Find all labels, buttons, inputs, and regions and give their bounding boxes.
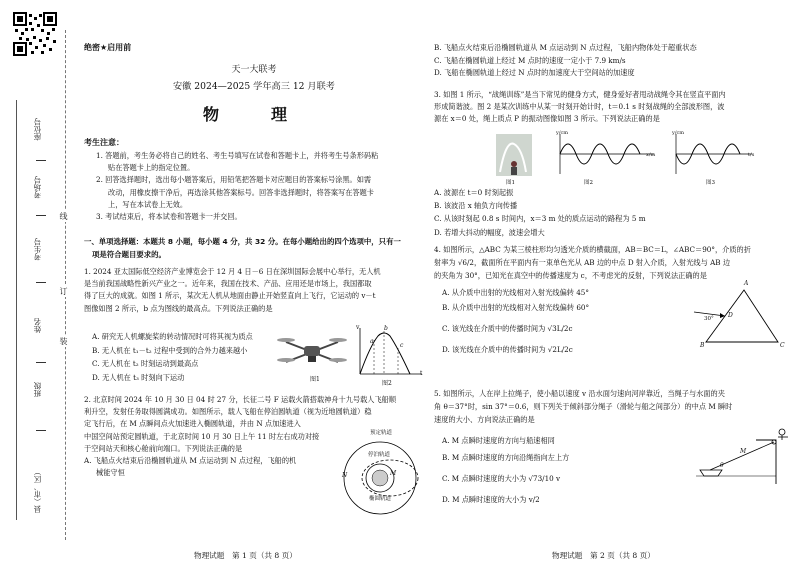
q2-options-cont [434, 42, 796, 80]
q1-option-a: A. 研究无人机螺旋桨的转动情况时可将其视为质点 [92, 332, 253, 341]
q2-option-d: D. 飞船在椭圆轨道上经过 N 点时的加速度大于空间站的加速度 [434, 68, 635, 78]
q3-option-b: B. 该波沿 x 轴负方向传播 [434, 201, 518, 211]
q2-line: 定飞行后，在 M 点瞬间点火加速进入椭圆轨道，并由 N 点加速进入 [84, 419, 301, 429]
q3-x-unit: x/m [646, 152, 656, 158]
q1-point-c: c [400, 342, 404, 349]
notice-title: 考生注意： [84, 138, 124, 147]
prism-point-a: A [744, 280, 749, 287]
boat-point-m: M [740, 448, 747, 455]
q1-option-d: D. 无人机在 t₃ 时刻向下运动 [92, 372, 185, 382]
seal-ding: 订 [59, 287, 68, 295]
prism-angle: 30° [704, 316, 714, 322]
q3-y-unit-2: y/cm [672, 130, 685, 136]
qr-code [13, 12, 57, 56]
q2-line: 利升空，发射任务取得圆满成功。如图所示，载人飞船在停泊圆轨道（视为近地圆轨道）稳 [84, 407, 372, 417]
section-line: 项是符合题目要求的。 [92, 249, 166, 259]
q1-fig1-label: 图1 [310, 376, 320, 383]
q3-option-a: A. 波源在 t＝0 时刻起振 [434, 188, 514, 197]
candidate-fill-line [36, 282, 46, 283]
q1-line: 1. 2024 亚太国际低空经济产业博览会于 12 月 4 日－6 日在深圳国际会展中心举行，无人机 [84, 267, 381, 276]
q3-fig3-label: 图3 [706, 180, 715, 186]
q1-fig2-label: 图2 [382, 380, 392, 387]
q1-options [92, 330, 282, 384]
q4-line: 射率为 √6/2，截面所在平面内有一束单色光从 AB 边的中点 D 射入介质，入射光线与 AB 边 [434, 258, 731, 268]
section-heading [84, 236, 424, 261]
q5-line: 5. 如图所示，人在岸上拉绳子，使小船以速度 v 沿水面匀速向河岸靠近，当绳子与水面的夹 [434, 389, 725, 398]
confidential-tag: 绝密★启用前 [84, 43, 132, 52]
q5-option-a: A. M 点瞬时速度的方向与船速相同 [442, 436, 555, 445]
prism-point-d: D [728, 312, 733, 319]
q4-option-d: D. 该光线在介质中的传播时间为 √2L/2c [442, 345, 573, 354]
notice-line: 贴在答题卡上的指定位置。 [108, 163, 195, 173]
notice-line: 1. 答题前，考生务必将自己的姓名、考生号填写在试卷和答题卡上，并将考生号条形码粘 [96, 151, 379, 160]
q3-options [434, 186, 796, 239]
q1-line: 是当前我国战略性新兴产业之一。近年来，我国在技术、产品、应用还是市场上，我国都取 [84, 279, 372, 289]
q3-line: 源在 x＝0 处，绳上质点 P 的振动图像如图 3 所示。下列说法正确的是 [434, 114, 660, 124]
class-fill-line [36, 430, 46, 431]
question-1 [84, 266, 424, 315]
notice-line: 2. 回答选择题时，选出每小题答案后，用铅笔把答题卡对应题目的答案标号涂黑。如需 [96, 175, 372, 185]
q1-line: 得了巨大的成就。如图 1 所示，某次无人机从地面由静止开始竖直向上飞行，它运动的 v－t [84, 291, 376, 301]
orbit-diagram [340, 432, 424, 518]
footer-right: 物理试题 第 2 页（共 8 页） [552, 551, 655, 560]
q3-line: 形成简谐波。图 2 是某次训练中从某一时刻开始计时，t＝0.1 s 时刻战绳的全部波形图，波 [434, 102, 725, 112]
exam-org: 天一大联考 [231, 65, 277, 75]
wave-graph [554, 132, 658, 176]
page-1 [84, 0, 424, 565]
q5-line: 速度的大小、方向说法正确的是 [434, 414, 535, 424]
county-label: 县（市、区） [33, 468, 42, 513]
q4-option-b: B. 从介质中出射的光线相对入射光线偏转 60° [442, 303, 590, 312]
q4-line: 的夹角为 30°，已知光在真空中的传播速度为 c，不考虑光的反射，下列说法正确的是 [434, 271, 707, 281]
prism-diagram [684, 284, 784, 354]
exam-room-label: 考场号 [33, 176, 42, 199]
q2-line: 中国空间站预定圆轨道，于北京时间 10 月 30 日上午 11 时左右成功对接 [84, 431, 320, 441]
q5-options [442, 432, 682, 508]
q1-axis-v: v [356, 324, 360, 331]
q4-options [442, 285, 682, 357]
question-4 [434, 243, 796, 283]
seat-fill-line [36, 160, 46, 161]
section-line: 一、单项选择题：本题共 8 小题，每小题 4 分，共 32 分。在每小题给出的四个选项中，只有一 [84, 237, 401, 246]
prism-point-c: C [780, 342, 785, 349]
q5-option-c: C. M 点瞬时速度的大小为 √73/10 v [442, 474, 561, 483]
notice-line: 3. 考试结束后，将本试卷和答题卡一并交回。 [96, 212, 242, 222]
exam-room-fill-line [36, 215, 46, 216]
q2-line: 2. 北京时间 2024 年 10 月 30 日 04 时 27 分，长征二号 F 运载火箭搭载神舟十九号载人飞船顺 [84, 395, 397, 404]
orbit-label-target: 预定轨道 [370, 430, 393, 436]
q5-option-b: B. M 点瞬时速度的方向沿绳指向左上方 [442, 453, 570, 462]
q3-t-unit: t/s [748, 152, 755, 158]
q4-option-a: A. 从介质中出射的光线相对入射光线偏转 45° [442, 288, 589, 297]
q1-point-b: b [384, 325, 388, 332]
question-3 [434, 89, 796, 126]
seat-label: 座位号 [33, 118, 42, 141]
q2-option-a-cont: 械能守恒 [96, 468, 125, 478]
q1-option-b: B. 无人机在 t₁－t₂ 过程中受到的合外力越来越小 [92, 345, 248, 355]
candidate-no-label: 考生号 [33, 238, 42, 261]
boat-angle: θ [720, 462, 724, 469]
name-fill-line [36, 362, 46, 363]
q3-y-unit: y/cm [556, 130, 569, 136]
orbit-point-m: M [390, 470, 397, 477]
seal-xian: 线 [59, 212, 68, 220]
q2-option-a: A. 飞船点火结束后沿椭圆轨道从 M 点运动到 N 点过程，飞船的机 [84, 456, 297, 466]
notice-line: 改动，用橡皮擦干净后，再选涂其他答案标号。回答非选择题时，将答案写在答题卡 [108, 187, 374, 197]
q3-line: 3. 如图 1 所示，“战绳训练”是当下常见的健身方式，健身爱好者甩动战绳令其在竖直平面内 [434, 90, 726, 99]
q2-option-b: B. 飞船点火结束后沿椭圆轨道从 M 点运动到 N 点过程，飞船内物体处于超重状态 [434, 43, 697, 52]
q2-line: 于空间站天和核心舱前向端口。下列说法正确的是 [84, 443, 243, 453]
q1-line: 图像如图 2 所示，b 点为图线的最高点。下列说法正确的是 [84, 303, 273, 313]
orbit-point-n: N [342, 472, 348, 479]
q3-fig2-label: 图2 [584, 180, 593, 186]
orbit-label-ellipse: 椭圆轨道 [369, 496, 392, 502]
q5-option-d: D. M 点瞬时速度的大小为 v/2 [442, 495, 540, 504]
q3-option-c: C. 从该时刻起 0.8 s 时间内，x＝3 m 处的质点运动的路程为 5 m [434, 214, 646, 224]
notice-line: 上，写在本试卷上无效。 [108, 199, 188, 209]
q1-option-c: C. 无人机在 t₂ 时刻运动到最高点 [92, 359, 199, 368]
exam-name: 安徽 2024—2025 学年高三 12 月联考 [172, 81, 335, 92]
page-2 [434, 0, 796, 565]
name-label: 姓名 [33, 318, 42, 333]
notice-block [96, 150, 424, 223]
q4-line: 4. 如图所示，△ABC 为某三棱柱形均匀透光介质的横截面，AB＝BC＝L，∠ABC＝90°，介质的折 [434, 245, 751, 254]
q3-option-d: D. 若增大抖动的幅度，波速会增大 [434, 227, 545, 237]
orbit-label-parking: 停泊轨道 [368, 452, 391, 458]
binding-line [16, 100, 17, 520]
seal-zhuang: 装 [59, 337, 68, 345]
prism-point-b: B [700, 342, 705, 349]
class-label: 班级 [33, 382, 42, 397]
q3-fig1-label: 图1 [506, 180, 515, 186]
q5-line: 角 θ＝37°时，sin 37°＝0.6，则下列关于倾斜部分绳子（滑轮与船之间部分）的中点 M 瞬时 [434, 401, 733, 411]
q2-option-c: C. 飞船在椭圆轨道上经过 M 点时的速度一定小于 7.9 km/s [434, 55, 626, 65]
q4-option-c: C. 该光线在介质中的传播时间为 √3L/2c [442, 324, 573, 333]
battle-rope-photo [496, 134, 532, 176]
footer-left: 物理试题 第 1 页（共 8 页） [194, 551, 297, 560]
vt-graph [354, 326, 424, 380]
q1-point-a: a [370, 338, 374, 345]
subject-title: 物 理 [202, 105, 305, 124]
vibration-graph [670, 132, 754, 176]
q1-axis-t: t [420, 370, 423, 377]
